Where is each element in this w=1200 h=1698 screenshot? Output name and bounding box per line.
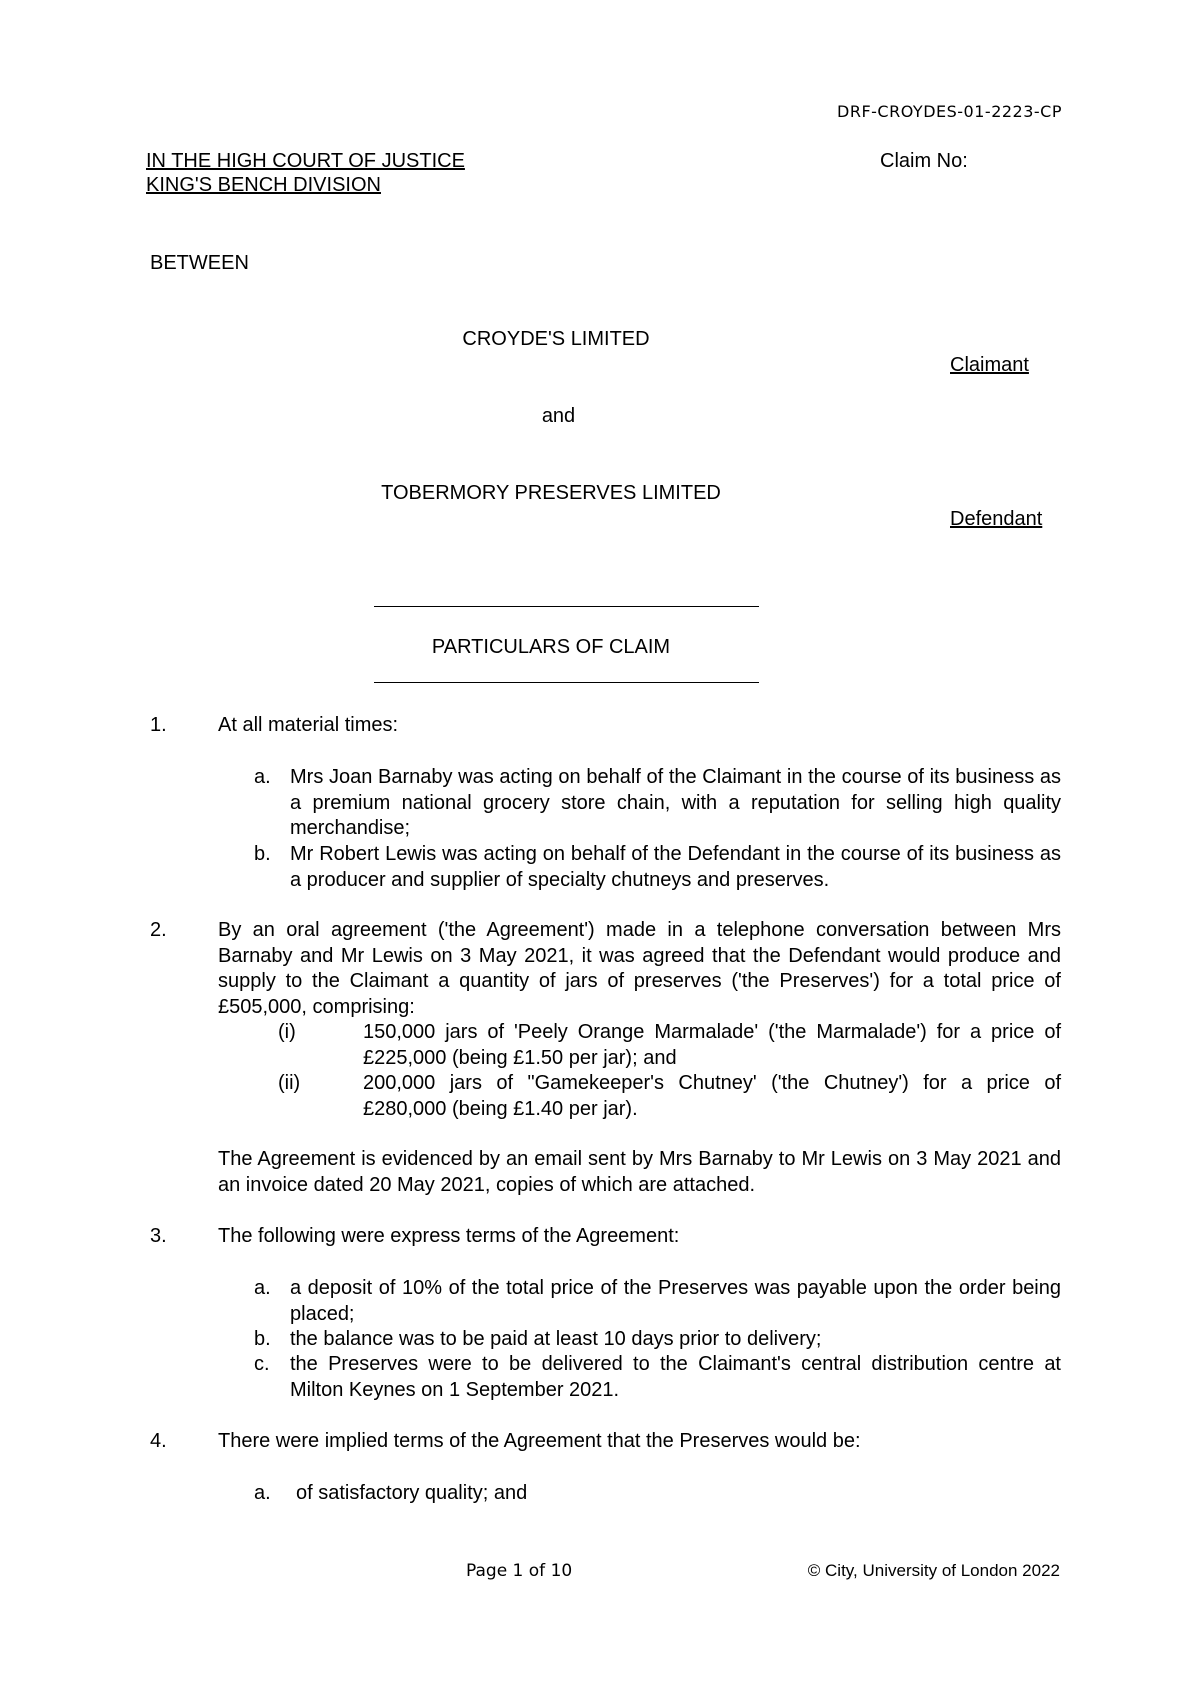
claimant-role: Claimant [950, 354, 1029, 376]
page-number: Page 1 of 10 [466, 1561, 573, 1581]
defendant-role: Defendant [950, 508, 1043, 530]
paragraph-2-i-text: 150,000 jars of 'Peely Orange Marmalade' ('the Marmalade') for a price of £225,000 (being £1.50 per jar); and [363, 1021, 1061, 1069]
paragraph-2-i-label: (i) [278, 1021, 296, 1043]
paragraph-2-ii-text: 200,000 jars of "Gamekeeper's Chutney' ('the Chutney') for a price of £280,000 (being £1.40 per jar). [363, 1072, 1061, 1120]
paragraph-number-3: 3. [150, 1225, 167, 1247]
paragraph-1-text: At all material times: [218, 714, 399, 736]
defendant-name: TOBERMORY PRESERVES LIMITED [381, 482, 721, 504]
between-label: BETWEEN [150, 252, 249, 274]
paragraph-3b-text: the balance was to be paid at least 10 days prior to delivery; [290, 1328, 822, 1350]
paragraph-1a-text: Mrs Joan Barnaby was acting on behalf of the Claimant in the course of its business as a premium national grocery store chain, with a reputation for selling high quality merchandise; [290, 766, 1061, 839]
paragraph-3a-text: a deposit of 10% of the total price of the Preserves was payable upon the order being placed; [290, 1277, 1061, 1325]
paragraph-3a-label: a. [254, 1277, 271, 1299]
paragraph-3c-text: the Preserves were to be delivered to the Claimant's central distribution centre at Milton Keynes on 1 September 2021. [290, 1353, 1061, 1401]
document-reference: DRF-CROYDES-01-2223-CP [837, 102, 1062, 121]
document-title: PARTICULARS OF CLAIM [431, 636, 671, 658]
court-division: KING'S BENCH DIVISION [146, 174, 381, 196]
paragraph-number-4: 4. [150, 1430, 167, 1452]
claimant-name: CROYDE'S LIMITED [462, 328, 650, 350]
paragraph-4a-label: a. [254, 1482, 271, 1504]
footer-copyright: © City, University of London 2022 [807, 1561, 1060, 1580]
paragraph-number-2: 2. [150, 919, 167, 941]
paragraph-3c-label: c. [254, 1353, 270, 1375]
paragraph-2-text: By an oral agreement ('the Agreement') made in a telephone conversation between Mrs Barnaby and Mr Lewis on 3 May 2021, it was agreed that the Defendant would produce and supply to the Claimant a quantity of jars of preserves ('the Preserves') for a total price of £505,000, comprising: [218, 919, 1061, 1018]
paragraph-1b-label: b. [254, 843, 271, 865]
paragraph-3-text: The following were express terms of the Agreement: [218, 1225, 680, 1247]
paragraph-2-ii-label: (ii) [278, 1072, 301, 1094]
court-name-line1: IN THE HIGH COURT OF JUSTICE [146, 150, 465, 172]
and-label: and [541, 405, 576, 427]
title-rule-bottom [374, 682, 759, 683]
paragraph-number-1: 1. [150, 714, 167, 736]
title-rule-top [374, 606, 759, 607]
paragraph-1a-label: a. [254, 766, 271, 788]
claim-number-label: Claim No: [880, 150, 968, 172]
paragraph-4a-text: of satisfactory quality; and [296, 1482, 528, 1504]
paragraph-2-followup: The Agreement is evidenced by an email sent by Mrs Barnaby to Mr Lewis on 3 May 2021 and an invoice dated 20 May 2021, copies of which are attached. [218, 1148, 1061, 1196]
paragraph-4-text: There were implied terms of the Agreement that the Preserves would be: [218, 1430, 861, 1452]
paragraph-3b-label: b. [254, 1328, 271, 1350]
paragraph-1b-text: Mr Robert Lewis was acting on behalf of the Defendant in the course of its business as a producer and supplier of specialty chutneys and preserves. [290, 843, 1061, 891]
